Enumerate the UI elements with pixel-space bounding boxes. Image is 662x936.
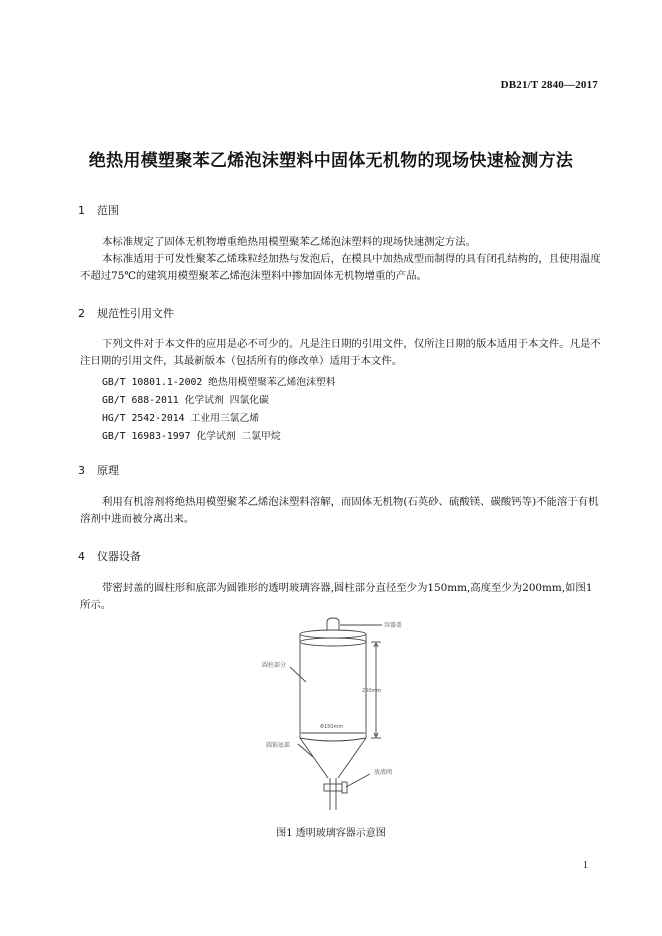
- section-title: 仪器设备: [97, 550, 141, 563]
- paragraph: 本标准适用于可发性聚苯乙烯珠粒经加热与发泡后，在模具中加热成型而制得的具有闭孔结构的，且使用温度不超过75℃的建筑用模塑聚苯乙烯泡沫塑料中掺加固体无机物增重的产品。: [80, 253, 601, 282]
- cylinder-label: 圆柱部分: [262, 662, 287, 669]
- container-diagram-svg: [258, 614, 418, 824]
- section-number: 4: [78, 550, 85, 563]
- valve-handle: [342, 782, 347, 793]
- lid-label: 容器盖: [384, 622, 403, 629]
- container-diagram: [258, 614, 418, 824]
- cone-right: [338, 738, 366, 778]
- section-title: 范围: [97, 204, 119, 217]
- section-title: 原理: [97, 464, 119, 477]
- lid-ellipse: [300, 630, 366, 638]
- cone-left: [300, 738, 328, 778]
- section-heading-2: [78, 305, 174, 321]
- document-title: 绝热用模塑聚苯乙烯泡沫塑料中固体无机物的现场快速检测方法: [88, 151, 574, 171]
- page-number: 1: [583, 860, 588, 871]
- figure-caption: 图1 透明玻璃容器示意图: [276, 828, 386, 839]
- paragraph: 利用有机溶剂将绝热用模塑聚苯乙烯泡沫塑料溶解，而固体无机物(石英砂、硫酸镁、碳酸钙等)不能溶于有机溶剂中进而被分离出来。: [80, 496, 599, 525]
- valve-body: [324, 784, 342, 791]
- paragraph: 下列文件对于本文件的应用是必不可少的。凡是注日期的引用文件，仅所注日期的版本适用于本文件。凡是不注日期的引用文件，其最新版本（包括所有的修改单）适用于本文件。: [80, 338, 601, 367]
- section-heading-4: [78, 548, 141, 564]
- reference-item: GB/T 16983-1997 化学试剂 二氯甲烷: [102, 431, 281, 442]
- paragraph: 带密封盖的圆柱形和底部为圆锥形的透明玻璃容器,圆柱部分直径至少为150mm,高度至少为200mm,如图1所示。: [80, 582, 593, 611]
- reference-item: HG/T 2542-2014 工业用三氯乙烯: [102, 413, 260, 424]
- section-number: 3: [78, 464, 85, 477]
- cone-label: 圆锥底部: [266, 742, 291, 749]
- section-heading-1: [78, 202, 119, 218]
- cylinder-top: [300, 638, 366, 646]
- reference-item: GB/T 688-2011 化学试剂 四氯化碳: [102, 395, 269, 406]
- section-number: 2: [78, 307, 85, 320]
- section-heading-3: [78, 462, 119, 478]
- section-number: 1: [78, 204, 85, 217]
- valve-label: 放液阀: [374, 769, 393, 776]
- lid-knob: [327, 618, 339, 630]
- document-code: DB21/T 2840—2017: [500, 79, 598, 91]
- diameter-label: Φ150mm: [320, 724, 344, 730]
- paragraph: 本标准规定了固体无机物增重绝热用模塑聚苯乙烯泡沫塑料的现场快速测定方法。: [102, 236, 477, 248]
- reference-item: GB/T 10801.1-2002 绝热用模塑聚苯乙烯泡沫塑料: [102, 377, 336, 388]
- height-label: 200mm: [362, 688, 382, 694]
- cylinder-bottom-edge: [300, 738, 366, 741]
- section-title: 规范性引用文件: [97, 307, 174, 320]
